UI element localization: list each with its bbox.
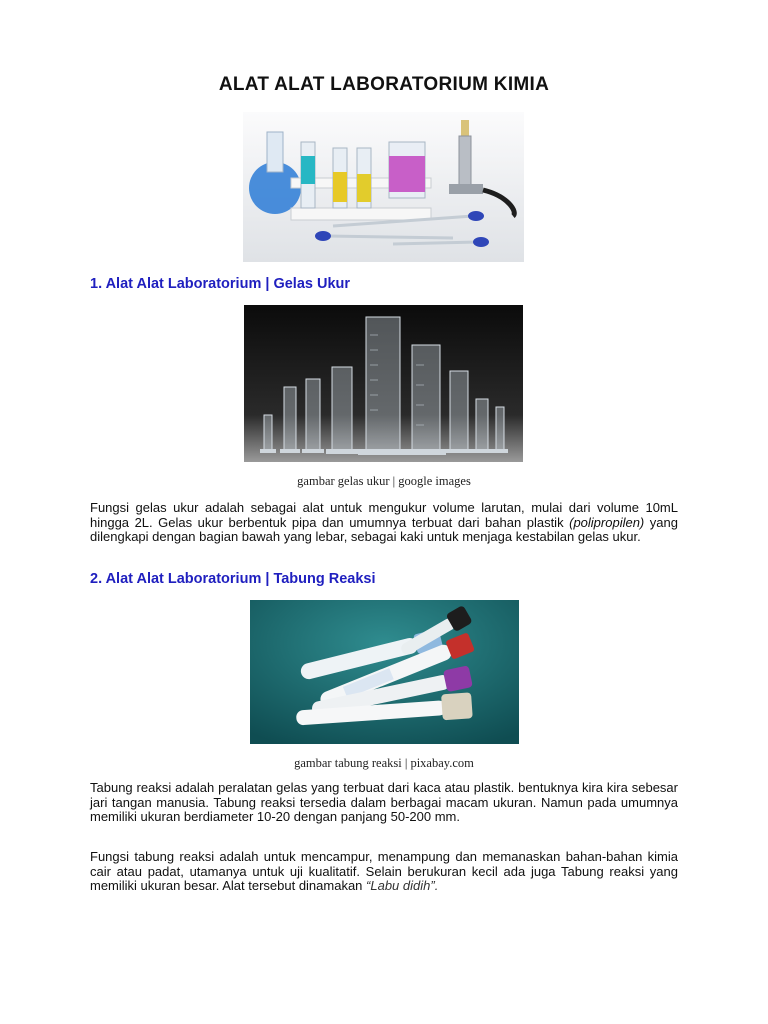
- lab-glassware-icon: [243, 112, 524, 262]
- graduated-cylinders-icon: [244, 305, 523, 462]
- page-title: ALAT ALAT LABORATORIUM KIMIA: [218, 74, 550, 95]
- tabung-reaksi-image: [250, 600, 519, 744]
- gelas-ukur-caption: gambar gelas ukur | google images: [297, 474, 471, 488]
- gelas-ukur-paragraph-text: Fungsi gelas ukur adalah sebagai alat untuk mengukur volume larutan, mulai dari volume 10mL hingga 2L. Gelas ukur berbentuk pipa dan umumnya terbuat dari bahan plastik: [90, 500, 678, 530]
- gelas-ukur-image: [244, 305, 523, 462]
- section-heading-tabung-reaksi: 2. Alat Alat Laboratorium | Tabung Reaksi: [90, 571, 376, 587]
- gelas-ukur-paragraph-text-end: yang dilengkapi dengan bagian bawah yang lebar, sebagai kaki untuk menjaga kestabilan gelas ukur.: [90, 514, 678, 544]
- tabung-reaksi-paragraph-2: [90, 850, 678, 894]
- hero-image: [243, 112, 524, 262]
- tabung-reaksi-paragraph-2-text: Fungsi tabung reaksi adalah untuk mencampur, menampung dan memanaskan bahan-bahan kimia cair atau padat, utamanya untuk uji kualitatif. Selain berukuran kecil ada juga Tabung reaksi yang memiliki ukuran besar. Alat tersebut dinamakan: [90, 849, 678, 893]
- gelas-ukur-paragraph: [90, 501, 678, 545]
- test-tubes-icon: [250, 600, 519, 744]
- tabung-reaksi-caption: gambar tabung reaksi | pixabay.com: [294, 756, 474, 770]
- section-heading-gelas-ukur: 1. Alat Alat Laboratorium | Gelas Ukur: [90, 276, 351, 292]
- labu-didih-term: “Labu didih”.: [366, 878, 439, 893]
- tabung-reaksi-paragraph-1: Tabung reaksi adalah peralatan gelas yang terbuat dari kaca atau plastik. bentuknya kira kira sebesar jari tangan manusia. Tabung reaksi tersedia dalam berbagai macam ukuran. Namun pada umumnya memiliki ukuran berdiameter 10-20 dengan panjang 50-200 mm.: [90, 780, 678, 824]
- polipropilen-term: (polipropilen): [569, 514, 645, 530]
